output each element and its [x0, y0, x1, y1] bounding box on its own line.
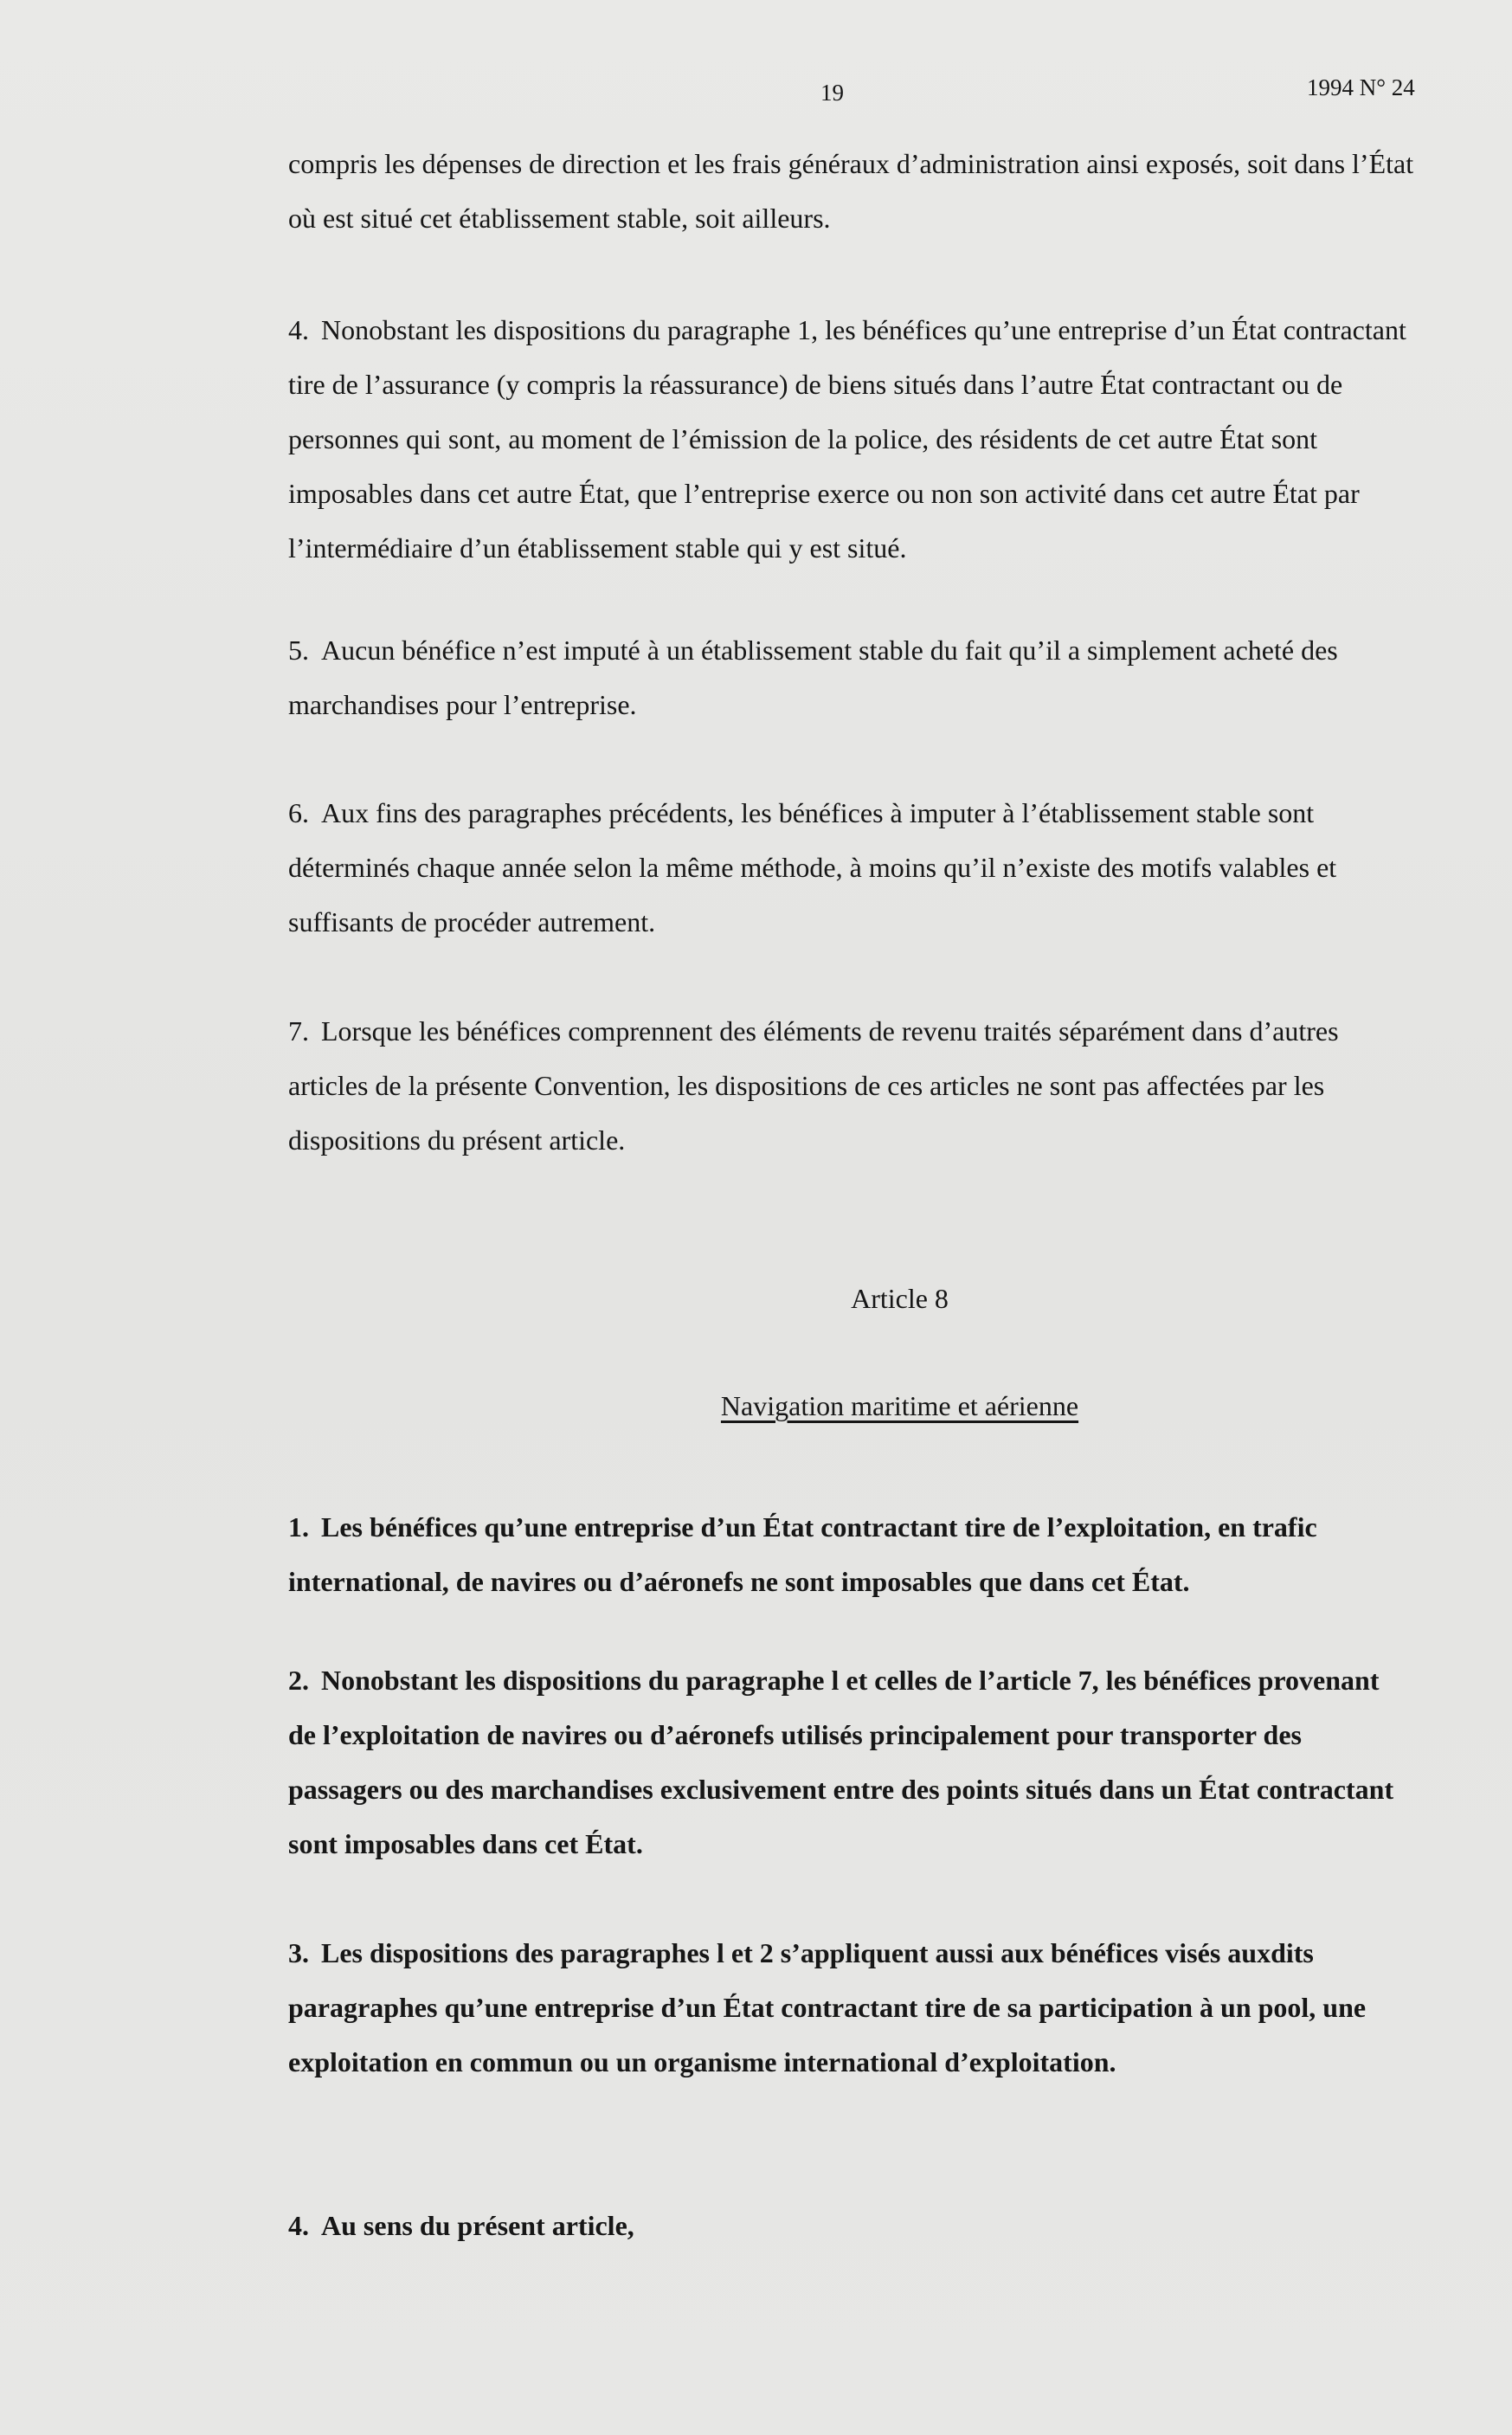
- paragraph-text: Les bénéfices qu’une entreprise d’un État contractant tire de l’exploitation, en trafic international, de navires ou d’aéronefs ne sont imposables que dans cet État.: [288, 1511, 1317, 1597]
- paragraph-text: Nonobstant les dispositions du paragraphe 1, les bénéfices qu’une entreprise d’un État contractant tire de l’assurance (y compris la réassurance) de biens situés dans l’autre État contractant ou de personnes qui sont, au moment de l’émission de la police, des résidents de cet autre État sont imposables dans cet autre État, que l’entreprise exerce ou non son activité dans cet autre État par l’intermédiaire d’un établissement stable qui y est situé.: [288, 314, 1406, 564]
- document-reference: 1994 N° 24: [1307, 74, 1415, 100]
- article-number: Article 8: [851, 1283, 949, 1314]
- paragraph-number: 5.: [288, 635, 309, 666]
- paragraph-4: [288, 303, 1413, 576]
- paragraph-number: 2.: [288, 1665, 309, 1696]
- paragraph-number: 6.: [288, 797, 309, 828]
- article-paragraph-1: [288, 1500, 1413, 1609]
- article-heading: [0, 1283, 1512, 1315]
- paragraph-6: [288, 786, 1405, 950]
- page-number: 19: [820, 80, 844, 106]
- article-paragraph-2: [288, 1653, 1405, 1871]
- paragraph-text: Au sens du présent article,: [321, 2210, 634, 2241]
- article-title-text: Navigation maritime et aérienne: [720, 1390, 1079, 1421]
- paragraph-text: compris les dépenses de direction et les frais généraux d’administration ainsi exposés, soit dans l’État où est situé cet établissement stable, soit ailleurs.: [288, 148, 1414, 234]
- paragraph-number: 4.: [288, 2210, 309, 2241]
- paragraph-5: [288, 623, 1413, 732]
- paragraph-number: 4.: [288, 314, 309, 345]
- paragraph-number: 1.: [288, 1511, 309, 1543]
- article-paragraph-4: [288, 2199, 1413, 2253]
- article-paragraph-3: [288, 1926, 1405, 2090]
- paragraph-continuation: [288, 137, 1418, 246]
- paragraph-number: 3.: [288, 1937, 309, 1968]
- paragraph-text: Lorsque les bénéfices comprennent des éléments de revenu traités séparément dans d’autres articles de la présente Convention, les dispositions de ces articles ne sont pas affectées par les dispositions du présent article.: [288, 1015, 1339, 1156]
- article-title: [0, 1390, 1512, 1422]
- paragraph-number: 7.: [288, 1015, 309, 1047]
- paragraph-text: Aucun bénéfice n’est imputé à un établissement stable du fait qu’il a simplement acheté des marchandises pour l’entreprise.: [288, 635, 1338, 720]
- paragraph-text: Les dispositions des paragraphes l et 2 s’appliquent aussi aux bénéfices visés auxdits paragraphes qu’une entreprise d’un État contractant tire de sa participation à un pool, une exploitation en commun ou un organisme international d’exploitation.: [288, 1937, 1367, 2077]
- paragraph-text: Aux fins des paragraphes précédents, les bénéfices à imputer à l’établissement stable sont déterminés chaque année selon la même méthode, à moins qu’il n’existe des motifs valables et suffisants de procéder autrement.: [288, 797, 1337, 937]
- paragraph-7: [288, 1004, 1405, 1168]
- paragraph-text: Nonobstant les dispositions du paragraphe l et celles de l’article 7, les bénéfices provenant de l’exploitation de navires ou d’aéronefs utilisés principalement pour transporter des passagers ou des marchandises exclusivement entre des points situés dans un État contractant sont imposables dans cet État.: [288, 1665, 1394, 1859]
